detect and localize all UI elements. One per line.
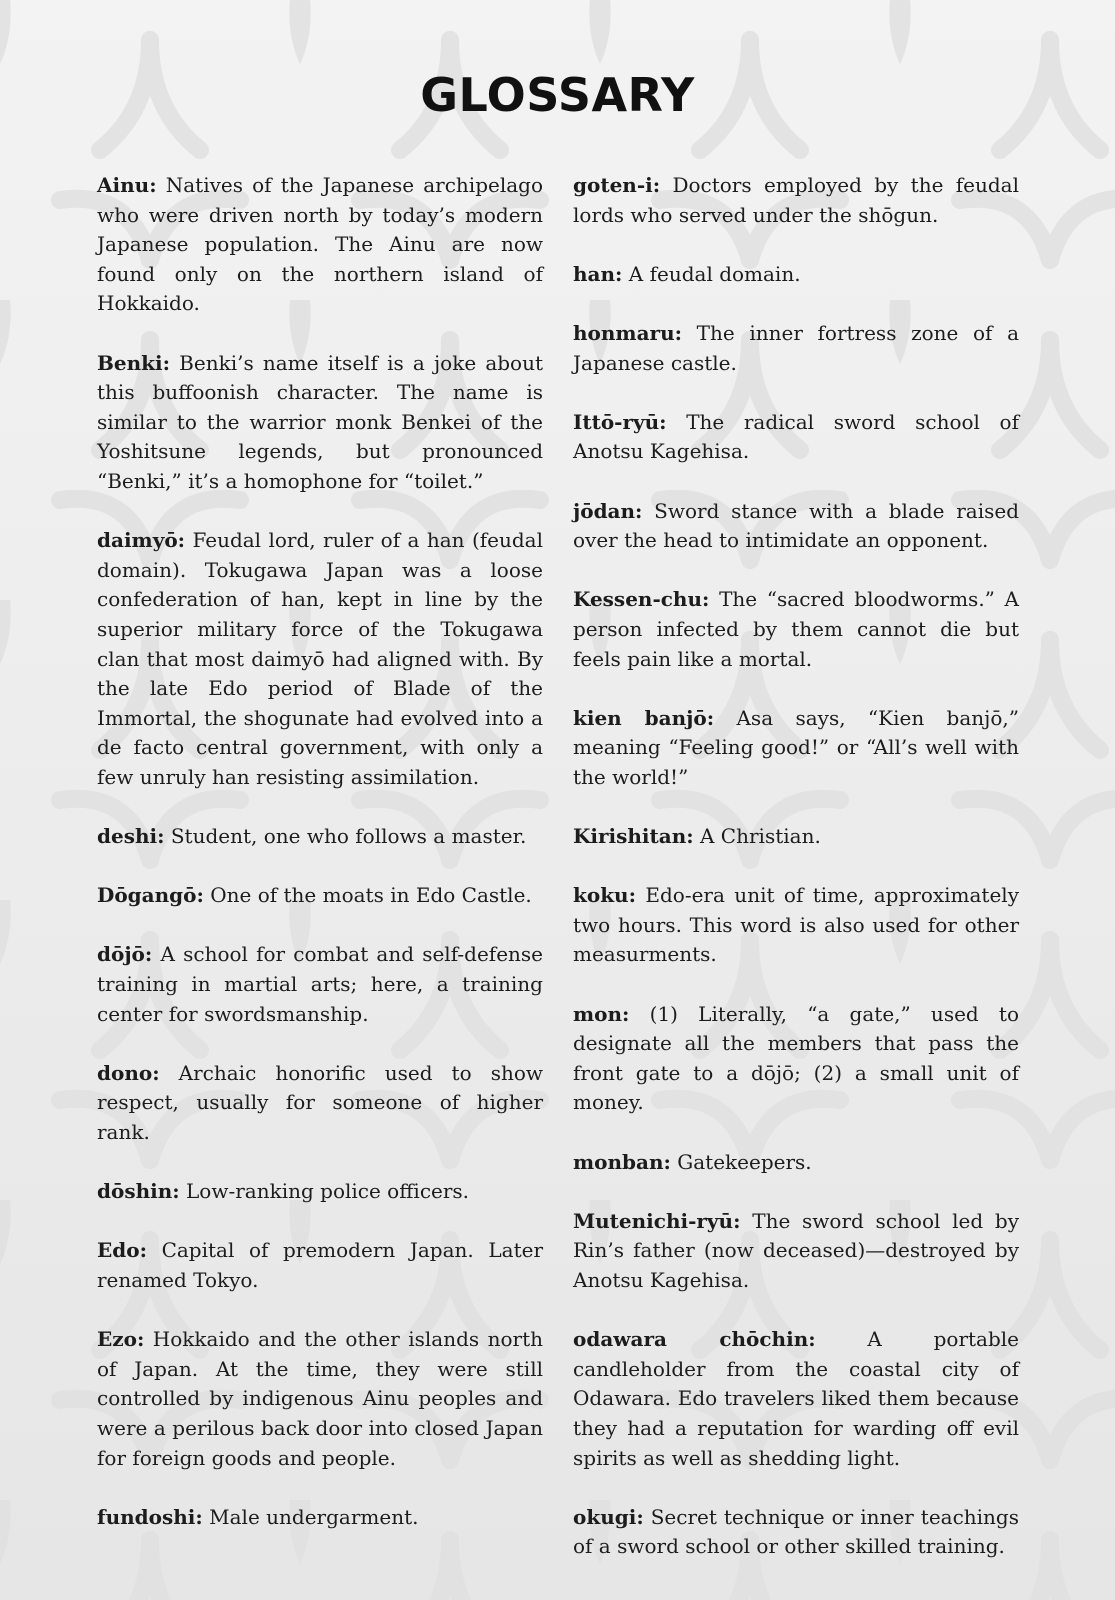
glossary-entry	[573, 1503, 1019, 1562]
glossary-entry	[573, 822, 1019, 852]
entry-term: dono:	[97, 1060, 160, 1085]
entry-definition: Edo-era unit of time, approximately two hours. This word is also used for other measurments.	[573, 883, 1019, 967]
entry-term: han:	[573, 261, 623, 286]
glossary-entry	[573, 704, 1019, 793]
entry-term: honmaru:	[573, 320, 683, 345]
glossary-entry	[97, 349, 543, 497]
entry-term: daimyō:	[97, 528, 186, 553]
entry-definition: Male undergarment.	[209, 1504, 419, 1529]
entry-term: Kirishitan:	[573, 824, 694, 849]
glossary-entry	[573, 1207, 1019, 1296]
left-column	[97, 171, 543, 1562]
entry-definition: A feudal domain.	[628, 261, 801, 286]
right-column	[573, 171, 1019, 1592]
entry-definition: Student, one who follows a master.	[170, 824, 527, 849]
entry-term: dōjō:	[97, 942, 153, 967]
entry-term: Dōgangō:	[97, 883, 204, 908]
entry-term: monban:	[573, 1149, 671, 1174]
glossary-entry	[97, 881, 543, 911]
glossary-entry	[97, 1325, 543, 1473]
entry-definition: A school for combat and self-defense training in martial arts; here, a training center for swordsmanship.	[97, 942, 544, 1026]
entry-term: Ainu:	[97, 173, 157, 197]
entry-term: kien banjō:	[573, 705, 715, 730]
glossary-entry	[97, 940, 543, 1029]
entry-definition: Feudal lord, ruler of a han (feudal domain). Tokugawa Japan was a loose confederation of han, kept in line by the superior military force of the Tokugawa clan that most daimyō had aligned with. By the late Edo period of Blade of the Immortal, the shogunate had evolved into a de facto central government, with only a few unruly han resisting assimilation.	[97, 528, 543, 789]
entry-definition: The “sacred bloodworms.” A person infected by them cannot die but feels pain like a mortal.	[573, 587, 1020, 671]
entry-definition: A portable candleholder from the coastal city of Odawara. Edo travelers liked them because they had a reputation for warding off evil spirits as well as shedding light.	[573, 1327, 1019, 1470]
entry-term: fundoshi:	[97, 1504, 203, 1529]
entry-term: Edo:	[97, 1238, 147, 1263]
glossary-entry	[573, 1000, 1019, 1118]
glossary-entry	[573, 171, 1019, 230]
entry-definition: Low-ranking police officers.	[186, 1179, 470, 1204]
page-title: GLOSSARY	[420, 68, 695, 122]
entry-definition: The inner fortress zone of a Japanese castle.	[573, 320, 1019, 375]
entry-term: Ezo:	[97, 1327, 145, 1352]
entry-term: Benki:	[97, 350, 171, 375]
entry-definition: Natives of the Japanese archipelago who were driven north by today’s modern Japanese population. The Ainu are now found only on the northern island of Hokkaido.	[97, 173, 543, 316]
entry-term: okugi:	[573, 1504, 644, 1529]
entry-term: odawara chōchin:	[573, 1327, 816, 1352]
entry-term: mon:	[573, 1001, 630, 1026]
entry-definition: Capital of premodern Japan. Later renamed Tokyo.	[97, 1238, 543, 1292]
glossary-entry	[97, 822, 543, 852]
entry-term: Ittō-ryū:	[573, 409, 667, 434]
entry-term: koku:	[573, 883, 636, 908]
glossary-entry	[97, 1059, 543, 1148]
entry-definition: Sword stance with a blade raised over the head to intimidate an opponent.	[573, 498, 1019, 553]
entry-term: Mutenichi-ryū:	[573, 1208, 741, 1233]
entry-definition: One of the moats in Edo Castle.	[210, 883, 532, 908]
glossary-entry	[97, 171, 543, 319]
glossary-entry	[97, 526, 543, 792]
entry-definition: (1) Literally, “a gate,” used to designate all the members that pass the front gate to a dōjō; (2) a small unit of money.	[573, 1001, 1019, 1115]
glossary-entry	[573, 260, 1019, 290]
glossary-entry	[573, 881, 1019, 970]
glossary-entry	[573, 497, 1019, 556]
entry-term: jōdan:	[573, 498, 643, 523]
entry-term: goten-i:	[573, 173, 661, 197]
glossary-entry	[97, 1236, 543, 1295]
entry-definition: Hokkaido and the other islands north of Japan. At the time, they were still controlled by indigenous Ainu peoples and were a perilous back door into closed Japan for foreign goods and people.	[97, 1327, 544, 1470]
entry-term: dōshin:	[97, 1179, 180, 1204]
glossary-entry	[573, 319, 1019, 378]
entry-definition: Gatekeepers.	[677, 1149, 812, 1174]
glossary-entry	[573, 585, 1019, 674]
entry-term: deshi:	[97, 824, 165, 849]
entry-definition: Secret technique or inner teachings of a sword school or other skilled training.	[573, 1504, 1019, 1559]
entry-definition: Benki’s name itself is a joke about this buffoonish character. The name is similar to the warrior monk Benkei of the Yoshitsune legends, but pronounced “Benki,” it’s a homophone for “toilet.”	[97, 350, 543, 493]
glossary-entry	[97, 1177, 543, 1207]
entry-definition: Doctors employed by the feudal lords who served under the shōgun.	[573, 173, 1019, 227]
entry-definition: Archaic honorific used to show respect, usually for someone of higher rank.	[97, 1060, 544, 1144]
entry-definition: A Christian.	[700, 824, 821, 849]
glossary-entry	[573, 1325, 1019, 1473]
entry-term: Kessen-chu:	[573, 587, 710, 612]
glossary-entry	[573, 1148, 1019, 1178]
entry-definition: The sword school led by Rin’s father (now deceased)—destroyed by Anotsu Kagehisa.	[573, 1208, 1020, 1292]
glossary-entry	[97, 1503, 543, 1533]
glossary-entry	[573, 408, 1019, 467]
entry-definition: The radical sword school of Anotsu Kagehisa.	[573, 409, 1019, 464]
entry-definition: Asa says, “Kien banjō,” meaning “Feeling good!” or “All’s well with the world!”	[573, 705, 1019, 789]
